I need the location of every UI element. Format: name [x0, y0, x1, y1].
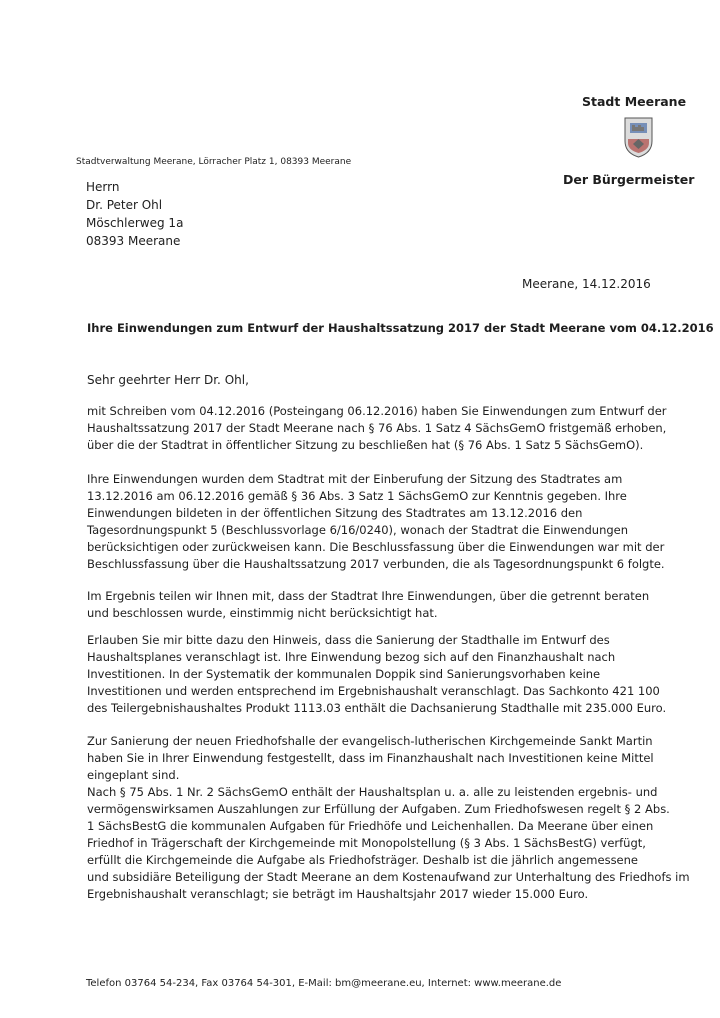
sender-line: Stadtverwaltung Meerane, Lörracher Platz 1, 08393 Meerane	[76, 157, 352, 167]
issuer-city: Stadt Meerane	[582, 94, 687, 109]
paragraph-5	[87, 733, 690, 903]
text-line: Ergebnishaushalt veranschlagt; sie beträgt im Haushaltsjahr 2017 wieder 15.000 Euro.	[87, 887, 589, 901]
text-line: Investitionen und werden entsprechend im Ergebnishaushalt veranschlagt. Das Sachkonto 421 100	[87, 684, 660, 698]
text-line: 13.12.2016 am 06.12.2016 gemäß § 36 Abs. 3 Satz 1 SächsGemO zur Kenntnis gegeben. Ihre	[87, 489, 627, 503]
text-line: Investitionen. In der Systematik der kommunalen Doppik sind Sanierungsvorhaben keine	[87, 667, 601, 681]
recipient-line: Dr. Peter Ohl	[86, 198, 163, 212]
text-line: Erlauben Sie mir bitte dazu den Hinweis, dass die Sanierung der Stadthalle im Entwurf des	[87, 633, 610, 647]
text-line: eingeplant sind.	[87, 768, 180, 782]
paragraph-3	[87, 588, 650, 622]
text-line: 1 SächsBestG die kommunalen Aufgaben für Friedhöfe und Leichenhallen. Da Meerane über einen	[87, 819, 654, 833]
recipient-line: Herrn	[86, 180, 120, 194]
text-line: Friedhof in Trägerschaft der Kirchgemeinde mit Monopolstellung (§ 3 Abs. 1 SächsBestG) verfügt,	[87, 836, 646, 850]
text-line: Einwendungen bildeten in der öffentlichen Sitzung des Stadtrates am 13.12.2016 den	[87, 506, 583, 520]
text-line: Tagesordnungspunkt 5 (Beschlussvorlage 6/16/0240), wonach der Stadtrat die Einwendungen	[87, 523, 629, 537]
text-line: Haushaltssatzung 2017 der Stadt Meerane nach § 76 Abs. 1 Satz 4 SächsGemO fristgemäß erhoben,	[87, 421, 667, 435]
text-line: Zur Sanierung der neuen Friedhofshalle der evangelisch-lutherischen Kirchgemeinde Sankt Martin	[87, 734, 653, 748]
text-line: haben Sie in Ihrer Einwendung festgestellt, dass im Finanzhaushalt nach Investitionen keine Mittel	[87, 751, 654, 765]
paragraph-2	[87, 471, 665, 573]
text-line: vermögenswirksamen Auszahlungen zur Erfüllung der Aufgaben. Zum Friedhofswesen regelt § 2 Abs.	[87, 802, 670, 816]
recipient-address	[86, 178, 183, 250]
recipient-line: Möschlerweg 1a	[86, 216, 184, 230]
paragraph-1	[87, 403, 667, 454]
text-line: über die der Stadtrat in öffentlicher Sitzung zu beschließen hat (§ 76 Abs. 1 Satz 5 SächsGemO).	[87, 438, 644, 452]
text-line: Haushaltsplanes veranschlagt ist. Ihre Einwendung bezog sich auf den Finanzhaushalt nach	[87, 650, 616, 664]
text-line: Im Ergebnis teilen wir Ihnen mit, dass der Stadtrat Ihre Einwendungen, über die getrennt beraten	[87, 589, 650, 603]
footer-contact: Telefon 03764 54-234, Fax 03764 54-301, E-Mail: bm@meerane.eu, Internet: www.meerane.de	[86, 978, 562, 989]
text-line: berücksichtigen oder zurückweisen kann. Die Beschlussfassung über die Einwendungen war mit der	[87, 540, 665, 554]
salutation: Sehr geehrter Herr Dr. Ohl,	[87, 373, 249, 387]
paragraph-4	[87, 632, 667, 717]
text-line: Ihre Einwendungen wurden dem Stadtrat mit der Einberufung der Sitzung des Stadtrates am	[87, 472, 623, 486]
text-line: Beschlussfassung über die Haushaltssatzung 2017 verbunden, die als Tagesordnungspunkt 6 folgte.	[87, 557, 665, 571]
letter-subject: Ihre Einwendungen zum Entwurf der Haushaltssatzung 2017 der Stadt Meerane vom 04.12.2016	[87, 321, 714, 335]
text-line: und subsidiäre Beteiligung der Stadt Meerane an dem Kostenaufwand zur Unterhaltung des Friedhofs im	[87, 870, 690, 884]
letter-date: Meerane, 14.12.2016	[522, 277, 651, 291]
text-line: erfüllt die Kirchgemeinde die Aufgabe als Friedhofsträger. Deshalb ist die jährlich angemessene	[87, 853, 639, 867]
issuer-title: Der Bürgermeister	[563, 172, 695, 187]
text-line: des Teilergebnishaushaltes Produkt 1113.03 enthält die Dachsanierung Stadthalle mit 235.000 Euro.	[87, 701, 667, 715]
recipient-line: 08393 Meerane	[86, 234, 181, 248]
text-line: und beschlossen wurde, einstimmig nicht berücksichtigt hat.	[87, 606, 438, 620]
text-line: mit Schreiben vom 04.12.2016 (Posteingang 06.12.2016) haben Sie Einwendungen zum Entwurf der	[87, 404, 667, 418]
coat-of-arms-icon	[624, 117, 653, 158]
text-line: Nach § 75 Abs. 1 Nr. 2 SächsGemO enthält der Haushaltsplan u. a. alle zu leistenden ergebnis- und	[87, 785, 658, 799]
